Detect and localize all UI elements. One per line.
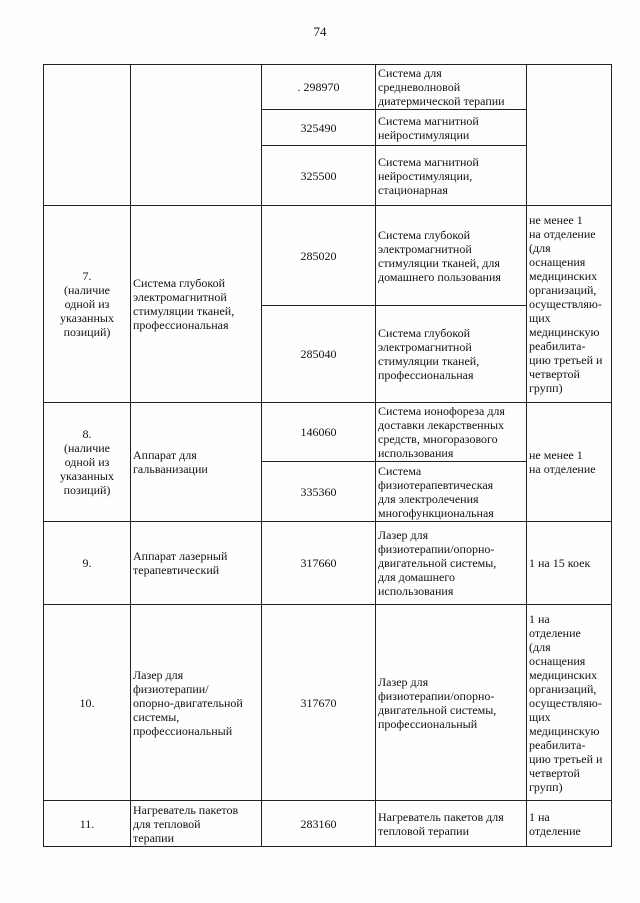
description-cell: Нагреватель пакетов для тепловой терапии bbox=[376, 801, 527, 847]
name-cell: Система глубокой электромагнитной стимуляции тканей, профессиональная bbox=[131, 206, 262, 403]
table-row bbox=[44, 522, 612, 605]
code-cell: 317660 bbox=[262, 522, 376, 605]
name-cell: Лазер для физиотерапии/ опорно-двигательной системы, профессиональный bbox=[131, 605, 262, 801]
description-cell: Система физиотерапевтическая для электролечения многофункциональная bbox=[376, 462, 527, 522]
table-row bbox=[44, 801, 612, 847]
code-cell: 335360 bbox=[262, 462, 376, 522]
description-cell: Лазер для физиотерапии/опорно- двигательной системы, профессиональный bbox=[376, 605, 527, 801]
page-number: 74 bbox=[313, 24, 327, 39]
code-cell: 325500 bbox=[262, 146, 376, 206]
name-cell: Аппарат лазерный терапевтический bbox=[131, 522, 262, 605]
description-cell: Система магнитной нейростимуляции, стационарная bbox=[376, 146, 527, 206]
description-cell: Система глубокой электромагнитной стимуляции тканей, для домашнего пользования bbox=[376, 206, 527, 306]
number-cell: 9. bbox=[44, 522, 131, 605]
equipment-table bbox=[43, 64, 612, 847]
standard-cell: 1 на 15 коек bbox=[527, 522, 612, 605]
code-cell: 317670 bbox=[262, 605, 376, 801]
name-cell: Аппарат для гальванизации bbox=[131, 403, 262, 522]
standard-cell: не менее 1 на отделение bbox=[527, 403, 612, 522]
table-row bbox=[44, 65, 612, 110]
code-cell: 283160 bbox=[262, 801, 376, 847]
table-row bbox=[44, 403, 612, 462]
code-cell: . 298970 bbox=[262, 65, 376, 110]
number-cell: 7. (наличие одной из указанных позиций) bbox=[44, 206, 131, 403]
standard-cell bbox=[527, 65, 612, 206]
code-cell: 146060 bbox=[262, 403, 376, 462]
standard-cell: не менее 1 на отделение (для оснащения медицинских организаций, осуществляю- щих медицинскую реабилита- цию третьей и четвертой групп) bbox=[527, 206, 612, 403]
description-cell: Система глубокой электромагнитной стимуляции тканей, профессиональная bbox=[376, 306, 527, 403]
name-cell bbox=[131, 65, 262, 206]
number-cell: 10. bbox=[44, 605, 131, 801]
description-cell: Система магнитной нейростимуляции bbox=[376, 110, 527, 146]
name-cell: Нагреватель пакетов для тепловой терапии bbox=[131, 801, 262, 847]
table-row bbox=[44, 605, 612, 801]
description-cell: Система ионофореза для доставки лекарственных средств, многоразового использования bbox=[376, 403, 527, 462]
code-cell: 285040 bbox=[262, 306, 376, 403]
description-cell: Лазер для физиотерапии/опорно- двигательной системы, для домашнего использования bbox=[376, 522, 527, 605]
description-cell: Система для средневолновой диатермической терапии bbox=[376, 65, 527, 110]
number-cell: 8. (наличие одной из указанных позиций) bbox=[44, 403, 131, 522]
table-row bbox=[44, 206, 612, 306]
number-cell bbox=[44, 65, 131, 206]
code-cell: 325490 bbox=[262, 110, 376, 146]
standard-cell: 1 на отделение bbox=[527, 801, 612, 847]
standard-cell: 1 на отделение (для оснащения медицинских организаций, осуществляю- щих медицинскую реабилита- цию третьей и четвертой групп) bbox=[527, 605, 612, 801]
code-cell: 285020 bbox=[262, 206, 376, 306]
number-cell: 11. bbox=[44, 801, 131, 847]
